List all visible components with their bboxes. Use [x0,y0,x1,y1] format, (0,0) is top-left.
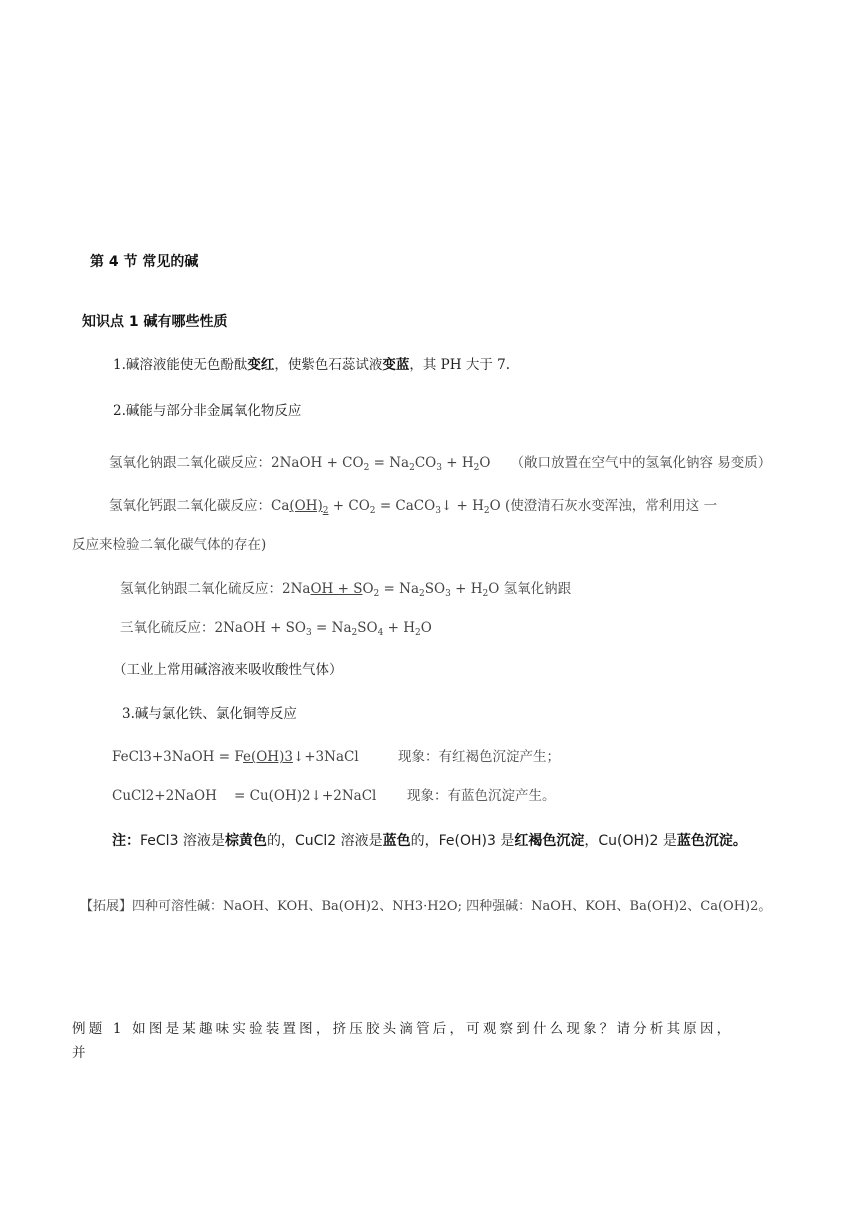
reaction-text: = Na [369,455,410,471]
note-emphasis: 蓝色沉淀。 [676,833,747,849]
red-color-text: 变红 [247,357,275,373]
equation-text: e(OH)3 [242,749,293,765]
note-label: 注： [112,833,140,849]
reaction-text: O [479,455,491,471]
note-text: FeCl3 溶液是 [140,833,225,849]
note-text: CuCl2 溶液是 [294,833,383,849]
blue-color-text: 变蓝 [382,357,410,373]
reaction-text: = Na [311,620,352,636]
reaction-text: 三氧化硫反应：2NaOH + SO [120,620,307,636]
reaction-text: CO [414,455,437,471]
property-2: 2.碱能与部分非金属氧化物反应 [113,403,302,419]
example-question: 例题 1 如图是某趣味实验装置图，挤压胶头滴管后，可观察到什么现象？请分析其原因， [72,1021,734,1037]
note-emphasis: 棕黄色 [224,833,267,849]
reaction-naoh-so2: 氢氧化钠跟二氧化硫反应：2NaOH + $SO_2 = Na_2SO_3 + H_2O$ 氢氧化钠跟 [120,581,572,599]
note-text: 的， [266,833,295,849]
reaction-naoh-co2: 氢氧化钠跟二氧化碳反应：2NaOH + $CO_2 = Na_2CO_3 + H_2O$ （敞口放置在空气中的氢氧化钠容 易变质） [109,455,772,473]
note-emphasis: 蓝色 [382,833,411,849]
reaction-text: SO [357,620,378,636]
industry-note: （工业上常用碱溶液来吸收酸性气体） [113,662,343,678]
color-note [112,832,747,850]
equation-text: ↓+3NaCl [292,749,359,765]
reaction-naoh-so3: 三氧化硫反应：2NaOH + $SO_3 = Na_2SO_4 + H_2O$ [120,620,432,638]
note-text: Fe(OH)3 是 [438,833,515,849]
reaction-text: 氢氧化钠跟二氧化硫反应：2Na [120,581,311,597]
equation-cucl2: CuCl2+2NaOH = Cu(OH)2↓+2NaCl [112,788,377,804]
reaction-text: ↓ + H [440,498,484,514]
reaction-text: = Na [379,581,420,597]
reaction-text: = CaCO [375,498,436,514]
extension-note: 【拓展】四种可溶性碱：NaOH、KOH、Ba(OH)2、NH3·H2O; 四种强碱：NaOH、KOH、Ba(OH)2、Ca(OH)2。 [80,899,772,914]
reaction-note: O (使澄清石灰水变浑浊，常利用这 一 [489,498,718,514]
example-question-continued: 并 [72,1045,86,1061]
equation-text: FeCl3+3NaOH = F [112,749,243,765]
reaction-text: OH + S [310,581,363,597]
note-text: 的， [410,833,439,849]
section-title: 第 4 节 常见的碱 [90,254,199,270]
phenomenon-cucl2: 现象：有蓝色沉淀产生。 [407,788,556,804]
reaction-text: + H [383,620,415,636]
reaction-note: （敞口放置在空气中的氢氧化钠容 易变质） [510,455,772,471]
property-1 [113,356,510,374]
property-1-text-3: ，其 PH 大于 7. [409,357,511,373]
reaction-text: O [420,620,432,636]
reaction-subscript: 2 [322,506,329,516]
reaction-text: O [362,581,374,597]
phenomenon-fecl3: 现象：有红褐色沉淀产生； [398,749,560,765]
property-1-text: 1.碱溶液能使无色酚酞 [113,357,248,373]
equation-fecl3 [112,748,359,766]
reaction-text: 氢氧化钠跟二氧化碳反应：2NaOH + CO [109,455,364,471]
note-text: ， [584,833,599,849]
reaction-text: SO [424,581,446,597]
note-emphasis: 红褐色沉淀 [514,833,585,849]
reaction-text: + H [450,581,483,597]
reaction-text: 氢氧化钙跟二氧化碳反应：Ca [109,498,290,514]
knowledge-point-heading: 知识点 1 碱有哪些性质 [82,314,228,330]
reaction-text: (OH) [289,498,323,514]
note-text: Cu(OH)2 是 [598,833,677,849]
reaction-caoh2-co2-continued: 反应来检验二氧化碳气体的存在) [72,537,267,553]
property-3: 3.碱与氯化铁、氯化铜等反应 [122,706,297,722]
reaction-text: O 氢氧化钠跟 [488,581,572,597]
reaction-text: + H [441,455,474,471]
reaction-caoh2-co2: 氢氧化钙跟二氧化碳反应：$Ca(OH)_2 + CO_2$ = CaCO$_3$↓ + $H_2O$ (使澄清石灰水变浑浊，常利用这 一 [109,498,718,516]
reaction-text: + CO [328,498,370,514]
property-1-text-2: ，使紫色石蕊试液 [274,357,383,373]
